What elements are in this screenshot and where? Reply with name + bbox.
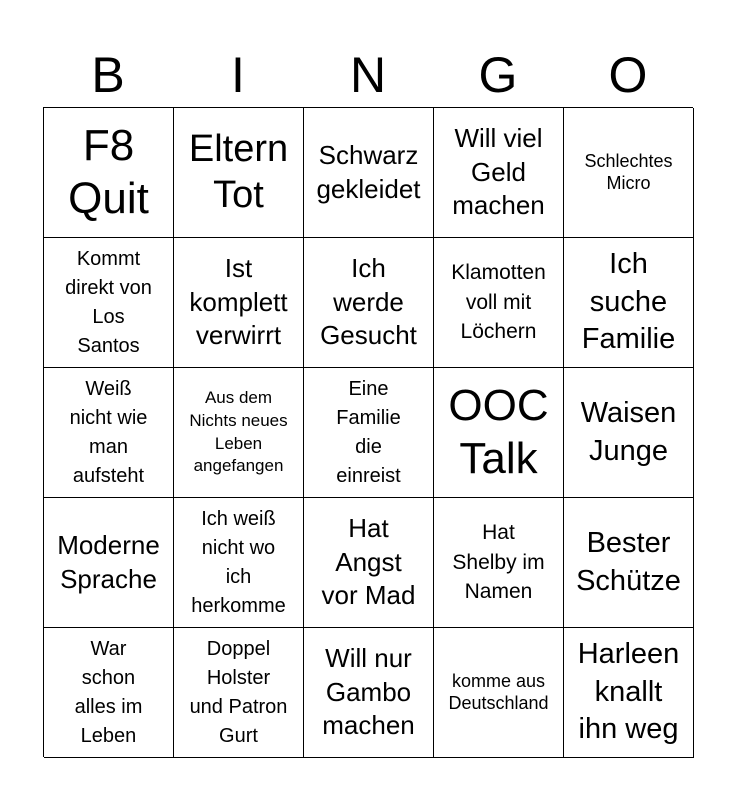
cell-text-line: Leben [214,433,263,453]
cell-text-line: komplett [189,286,288,317]
cell-text-line: Micro [606,172,651,193]
cell-text [70,375,148,491]
cell-text-line: F8 [82,120,135,170]
cell-text [65,245,152,361]
header-letter-o: O [608,47,648,103]
bingo-cell[interactable] [174,368,304,498]
bingo-cell[interactable] [44,108,174,238]
cell-text-line: die [355,435,382,458]
cell-text-line: voll mit [465,290,532,314]
bingo-cell[interactable] [174,628,304,758]
cell-text [451,258,546,346]
cell-text-line: Kommt [76,247,141,270]
cell-text-line: werde [333,286,404,317]
bingo-cell[interactable] [564,368,694,498]
cell-text [57,529,160,597]
cell-text-line: angefangen [193,456,284,476]
cell-text-line: Harleen [577,637,680,670]
cell-text [189,387,287,479]
cell-text [576,525,681,600]
cell-text-line: machen [452,190,545,221]
cell-text-line: machen [322,710,415,741]
cell-text-line: Moderne [57,529,160,560]
cell-text [448,671,548,714]
bingo-cell[interactable] [434,108,564,238]
cell-text-line: Gesucht [320,320,417,351]
cell-text-line: OOC [448,380,549,430]
bingo-cell[interactable] [564,628,694,758]
cell-text-line: Waisen [580,396,677,429]
cell-text-line: herkomme [191,594,286,617]
cell-text-line: direkt von [65,276,152,299]
bingo-cell[interactable] [564,108,694,238]
cell-text-line: Schütze [576,564,681,597]
bingo-card [43,107,693,757]
bingo-cell[interactable] [44,238,174,368]
cell-text-line: Schwarz [318,139,419,170]
cell-text [452,122,545,223]
cell-text-line: nicht wie [69,406,148,429]
cell-text-line: schon [81,666,136,689]
cell-text-line: Doppel [206,637,271,660]
cell-text-line: Ich weiß [201,507,276,530]
cell-text-line: Leben [80,724,137,747]
cell-text-line: Weiß [85,377,132,400]
bingo-cell[interactable] [304,368,434,498]
cell-text-line: Los [92,305,125,328]
cell-text-line: nicht wo [201,536,276,559]
cell-text-line: War [90,637,127,660]
bingo-cell[interactable] [564,498,694,628]
cell-text-line: Talk [459,433,538,483]
cell-text-line: knallt [594,675,663,708]
cell-text [322,512,416,613]
cell-text [320,252,417,353]
cell-text [578,636,680,749]
cell-text [316,139,420,207]
cell-text-line: Holster [206,666,271,689]
cell-text-line: Ich [351,252,386,283]
cell-text-line: und Patron [189,695,288,718]
cell-text [189,252,287,353]
cell-text-line: Angst [335,546,402,577]
cell-text-line: Aus dem [204,387,273,407]
cell-text [452,518,544,606]
cell-text-line: Gurt [219,724,258,747]
bingo-cell[interactable] [304,628,434,758]
bingo-cell[interactable] [564,238,694,368]
bingo-cell[interactable] [174,108,304,238]
cell-text-line: aufsteht [72,464,145,487]
cell-text-line: Geld [471,156,526,187]
cell-text [68,120,149,226]
cell-text-line: Hat [482,521,515,545]
bingo-header [43,42,693,108]
cell-text [75,635,143,751]
cell-text-line: Tot [213,173,264,216]
bingo-cell[interactable] [44,498,174,628]
bingo-cell[interactable] [174,498,304,628]
cell-text-line: Bester [586,526,671,559]
cell-text-line: Nichts neues [189,410,288,430]
bingo-cell[interactable] [434,368,564,498]
bingo-cell[interactable] [44,628,174,758]
cell-text [581,395,677,470]
cell-text-line: Löchern [460,320,537,344]
cell-text-line: komme aus [451,670,546,691]
cell-text-line: Eine [348,377,389,400]
cell-text-line: Will nur [325,642,412,673]
cell-text [189,127,288,218]
cell-text-line: Klamotten [451,261,546,285]
bingo-cell[interactable] [174,238,304,368]
cell-text-line: Will viel [454,122,543,153]
bingo-cell[interactable] [304,108,434,238]
header-letter-b: B [91,47,125,103]
cell-text [191,505,285,621]
cell-text-line: Gambo [325,676,412,707]
cell-text-line: einreist [336,464,401,487]
bingo-cell[interactable] [434,628,564,758]
bingo-cell[interactable] [304,498,434,628]
cell-text-line: Hat [348,512,389,543]
cell-text-line: gekleidet [316,173,421,204]
cell-text-line: alles im [74,695,143,718]
cell-text-line: Sprache [60,563,157,594]
cell-text-line: Familie [336,406,401,429]
cell-text-line: Quit [68,173,149,223]
cell-text-line: man [89,435,128,458]
cell-text-line: Santos [77,334,140,357]
cell-text-line: vor Mad [321,580,416,611]
cell-text-line: ihn weg [578,713,679,746]
bingo-cell[interactable] [304,238,434,368]
cell-text-line: Eltern [188,127,289,170]
bingo-cell[interactable] [44,368,174,498]
cell-text [336,375,400,491]
cell-text-line: Ist [224,252,253,283]
cell-text-line: Namen [464,580,533,604]
header-letter-g: G [478,47,518,103]
header-letter-n: N [349,47,387,103]
cell-text-line: Ich [609,247,648,280]
cell-text-line: Schlechtes [584,150,673,171]
cell-text [582,246,675,359]
cell-text [448,380,548,486]
cell-text-line: ich [225,565,252,588]
cell-text-line: Deutschland [448,692,549,713]
cell-text-line: verwirrt [195,320,282,351]
cell-text-line: suche [589,285,668,318]
bingo-cell[interactable] [434,498,564,628]
cell-text [584,151,672,194]
cell-text-line: Familie [581,323,676,356]
cell-text-line: Shelby im [452,550,545,574]
bingo-cell[interactable] [434,238,564,368]
cell-text-line: Junge [588,434,668,467]
cell-text [322,642,415,743]
header-letter-i: I [231,47,245,103]
cell-text [190,635,288,751]
